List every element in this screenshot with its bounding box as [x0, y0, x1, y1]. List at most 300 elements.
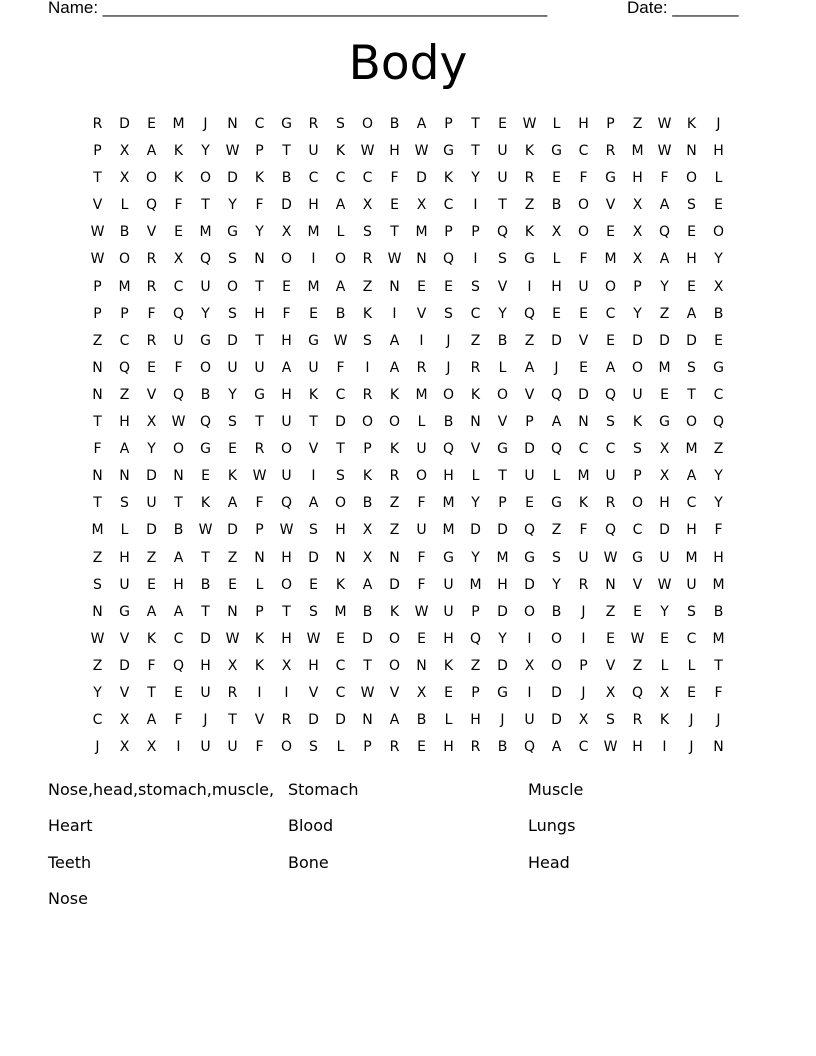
- grid-letter: E: [579, 359, 588, 376]
- word-bank-row: [48, 778, 768, 814]
- grid-letter: Q: [712, 414, 725, 431]
- grid-letter: H: [551, 278, 562, 295]
- grid-letter: C: [335, 657, 346, 674]
- grid-letter: A: [389, 332, 400, 349]
- grid-letter: Q: [172, 386, 185, 403]
- grid-letter: S: [633, 441, 642, 458]
- grid-letter: X: [632, 224, 643, 241]
- grid-letter: Z: [362, 278, 373, 295]
- grid-letter: U: [659, 549, 670, 566]
- grid-letter: P: [255, 603, 264, 620]
- grid-letter: T: [201, 197, 210, 214]
- grid-letter: A: [686, 468, 697, 485]
- grid-letter: F: [255, 739, 264, 756]
- grid-letter: R: [227, 684, 238, 701]
- grid-letter: Y: [714, 251, 723, 268]
- word-bank-item: Lungs: [528, 816, 576, 836]
- grid-letter: Q: [145, 197, 158, 214]
- grid-letter: S: [606, 712, 615, 729]
- grid-letter: H: [713, 143, 724, 160]
- grid-letter: V: [119, 630, 130, 647]
- grid-letter: O: [442, 386, 455, 403]
- grid-letter: U: [416, 522, 427, 539]
- grid-letter: H: [281, 386, 292, 403]
- grid-letter: R: [146, 251, 157, 268]
- grid-letter: Y: [147, 441, 156, 458]
- grid-letter: O: [523, 603, 536, 620]
- grid-letter: C: [254, 116, 265, 132]
- grid-letter: F: [579, 170, 588, 187]
- grid-letter: M: [415, 386, 428, 403]
- grid-letter: S: [309, 603, 318, 620]
- grid-letter: C: [173, 278, 184, 295]
- grid-letter: A: [605, 359, 616, 376]
- grid-letter: W: [603, 549, 618, 566]
- grid-letter: Z: [92, 332, 103, 349]
- word-bank-item: Teeth: [48, 852, 92, 872]
- grid-letter: Q: [523, 739, 536, 756]
- grid-letter: Y: [633, 305, 642, 322]
- grid-letter: O: [631, 495, 644, 512]
- grid-letter: V: [119, 684, 130, 701]
- grid-letter: H: [632, 739, 643, 756]
- grid-letter: C: [632, 522, 643, 539]
- grid-letter: J: [716, 712, 721, 729]
- grid-letter: D: [335, 414, 346, 431]
- grid-letter: Z: [632, 657, 643, 674]
- grid-letter: H: [308, 657, 319, 674]
- grid-letter: G: [443, 549, 454, 566]
- grid-letter: Q: [442, 441, 455, 458]
- grid-letter: Z: [389, 495, 400, 512]
- grid-letter: U: [281, 414, 292, 431]
- grid-letter: U: [443, 603, 454, 620]
- grid-row: [84, 490, 732, 517]
- grid-letter: H: [632, 170, 643, 187]
- grid-letter: U: [524, 712, 535, 729]
- grid-letter: M: [604, 251, 617, 268]
- grid-letter: E: [525, 495, 534, 512]
- grid-letter: M: [91, 522, 104, 539]
- grid-letter: K: [470, 386, 481, 403]
- grid-letter: A: [389, 712, 400, 729]
- grid-letter: Z: [146, 549, 157, 566]
- grid-letter: M: [712, 576, 725, 593]
- grid-letter: C: [686, 630, 697, 647]
- grid-letter: Q: [550, 441, 563, 458]
- grid-letter: P: [525, 414, 534, 431]
- grid-letter: T: [687, 386, 696, 403]
- grid-letter: C: [605, 305, 616, 322]
- grid-letter: G: [632, 549, 643, 566]
- grid-letter: W: [414, 603, 429, 620]
- grid-letter: S: [309, 739, 318, 756]
- grid-letter: M: [442, 522, 455, 539]
- grid-letter: O: [604, 278, 617, 295]
- grid-letter: N: [227, 116, 238, 132]
- grid-letter: U: [524, 468, 535, 485]
- grid-letter: A: [335, 278, 346, 295]
- grid-letter: A: [416, 116, 427, 132]
- grid-letter: X: [146, 414, 157, 431]
- grid-letter: F: [417, 549, 426, 566]
- grid-letter: F: [174, 359, 183, 376]
- grid-letter: C: [335, 170, 346, 187]
- grid-letter: L: [660, 657, 669, 674]
- grid-letter: L: [471, 468, 480, 485]
- grid-letter: E: [174, 684, 183, 701]
- grid-letter: B: [200, 386, 211, 403]
- grid-letter: Q: [442, 251, 455, 268]
- grid-letter: W: [360, 684, 375, 701]
- grid-letter: M: [307, 278, 320, 295]
- grid-letter: Z: [524, 197, 535, 214]
- grid-letter: S: [228, 414, 237, 431]
- grid-letter: Z: [551, 522, 562, 539]
- grid-letter: W: [90, 251, 105, 268]
- grid-letter: O: [388, 414, 401, 431]
- grid-letter: N: [470, 414, 481, 431]
- grid-letter: D: [362, 630, 373, 647]
- grid-letter: W: [657, 116, 672, 132]
- grid-letter: U: [605, 468, 616, 485]
- grid-letter: D: [416, 170, 427, 187]
- grid-letter: I: [473, 251, 478, 268]
- word-bank-row: [48, 814, 768, 850]
- grid-letter: J: [689, 739, 694, 756]
- grid-letter: W: [333, 332, 348, 349]
- grid-letter: V: [389, 684, 400, 701]
- grid-letter: L: [552, 468, 561, 485]
- grid-letter: A: [551, 739, 562, 756]
- grid-letter: T: [471, 143, 480, 160]
- grid-letter: B: [335, 305, 346, 322]
- grid-row: [84, 355, 732, 382]
- grid-letter: H: [281, 332, 292, 349]
- grid-row: [84, 599, 732, 626]
- grid-letter: K: [443, 170, 454, 187]
- grid-letter: P: [120, 305, 129, 322]
- grid-letter: K: [362, 468, 373, 485]
- grid-letter: V: [146, 386, 157, 403]
- grid-letter: K: [524, 143, 535, 160]
- grid-letter: M: [415, 224, 428, 241]
- grid-letter: H: [686, 522, 697, 539]
- grid-letter: O: [199, 170, 212, 187]
- grid-letter: D: [281, 197, 292, 214]
- grid-letter: S: [309, 522, 318, 539]
- grid-letter: T: [147, 684, 156, 701]
- grid-letter: Y: [201, 143, 210, 160]
- grid-letter: O: [577, 224, 590, 241]
- grid-letter: Z: [119, 386, 130, 403]
- grid-letter: S: [687, 197, 696, 214]
- grid-letter: J: [203, 116, 208, 132]
- grid-letter: A: [524, 359, 535, 376]
- grid-letter: G: [200, 441, 211, 458]
- grid-letter: I: [311, 468, 316, 485]
- grid-letter: R: [470, 359, 481, 376]
- grid-letter: H: [254, 305, 265, 322]
- grid-letter: Y: [714, 495, 723, 512]
- grid-letter: B: [497, 739, 508, 756]
- grid-letter: X: [659, 441, 670, 458]
- grid-letter: K: [389, 386, 400, 403]
- grid-letter: R: [389, 739, 400, 756]
- grid-letter: P: [579, 657, 588, 674]
- grid-letter: W: [198, 522, 213, 539]
- grid-letter: E: [687, 684, 696, 701]
- grid-letter: A: [659, 251, 670, 268]
- grid-letter: E: [633, 603, 642, 620]
- grid-letter: P: [444, 116, 453, 132]
- grid-letter: Y: [93, 684, 102, 701]
- grid-letter: E: [687, 224, 696, 241]
- grid-letter: A: [173, 549, 184, 566]
- grid-letter: T: [93, 414, 102, 431]
- grid-letter: A: [173, 603, 184, 620]
- grid-letter: Q: [199, 251, 212, 268]
- grid-letter: X: [362, 522, 373, 539]
- grid-row: [84, 382, 732, 409]
- grid-letter: O: [631, 359, 644, 376]
- grid-letter: N: [713, 739, 724, 756]
- grid-letter: A: [389, 359, 400, 376]
- grid-letter: B: [173, 522, 184, 539]
- grid-row: [84, 653, 732, 680]
- grid-letter: S: [336, 116, 345, 132]
- grid-letter: U: [254, 359, 265, 376]
- grid-letter: N: [254, 251, 265, 268]
- grid-letter: M: [577, 468, 590, 485]
- grid-letter: V: [497, 278, 508, 295]
- grid-row: [84, 680, 732, 707]
- grid-letter: P: [471, 224, 480, 241]
- grid-letter: K: [335, 143, 346, 160]
- grid-letter: H: [119, 549, 130, 566]
- grid-letter: V: [605, 657, 616, 674]
- grid-letter: V: [146, 224, 157, 241]
- grid-letter: C: [119, 332, 130, 349]
- grid-letter: N: [92, 359, 103, 376]
- grid-letter: K: [578, 495, 589, 512]
- grid-letter: D: [551, 684, 562, 701]
- grid-letter: T: [309, 414, 318, 431]
- grid-letter: D: [551, 332, 562, 349]
- grid-letter: J: [446, 332, 451, 349]
- grid-letter: W: [522, 116, 537, 132]
- grid-letter: C: [308, 170, 319, 187]
- grid-letter: U: [308, 143, 319, 160]
- grid-letter: P: [93, 143, 102, 160]
- grid-letter: S: [687, 603, 696, 620]
- grid-letter: C: [173, 630, 184, 647]
- grid-letter: E: [309, 576, 318, 593]
- grid-letter: O: [685, 170, 698, 187]
- grid-letter: D: [578, 386, 589, 403]
- grid-letter: E: [174, 224, 183, 241]
- grid-letter: C: [443, 197, 454, 214]
- grid-letter: F: [714, 684, 723, 701]
- grid-letter: O: [388, 657, 401, 674]
- word-bank-item: Nose,head,stomach,muscle,: [48, 780, 275, 799]
- grid-letter: G: [497, 684, 508, 701]
- grid-letter: S: [363, 332, 372, 349]
- grid-letter: M: [496, 549, 509, 566]
- grid-letter: F: [147, 657, 156, 674]
- grid-letter: A: [659, 197, 670, 214]
- grid-letter: H: [497, 576, 508, 593]
- grid-letter: R: [605, 143, 616, 160]
- grid-letter: A: [308, 495, 319, 512]
- grid-letter: Z: [92, 549, 103, 566]
- grid-letter: B: [389, 116, 400, 132]
- grid-letter: B: [281, 170, 292, 187]
- grid-letter: A: [686, 305, 697, 322]
- grid-letter: Q: [658, 224, 671, 241]
- grid-letter: W: [90, 224, 105, 241]
- grid-letter: B: [551, 603, 562, 620]
- grid-letter: F: [714, 522, 723, 539]
- grid-letter: D: [632, 332, 643, 349]
- word-search-grid: [84, 111, 732, 761]
- grid-letter: Y: [201, 305, 210, 322]
- grid-letter: U: [308, 359, 319, 376]
- grid-letter: L: [336, 739, 345, 756]
- grid-letter: E: [147, 576, 156, 593]
- grid-letter: P: [255, 522, 264, 539]
- grid-letter: S: [498, 251, 507, 268]
- grid-letter: G: [281, 116, 292, 132]
- grid-letter: I: [527, 630, 532, 647]
- grid-letter: X: [659, 468, 670, 485]
- grid-letter: F: [336, 359, 345, 376]
- grid-letter: D: [119, 657, 130, 674]
- grid-letter: U: [578, 278, 589, 295]
- grid-letter: U: [119, 576, 130, 593]
- grid-letter: T: [255, 414, 264, 431]
- grid-letter: E: [417, 739, 426, 756]
- grid-row: [84, 111, 732, 138]
- grid-letter: I: [365, 359, 370, 376]
- grid-letter: W: [252, 468, 267, 485]
- grid-letter: O: [496, 386, 509, 403]
- grid-letter: R: [416, 359, 427, 376]
- grid-letter: C: [362, 170, 373, 187]
- grid-letter: B: [362, 603, 373, 620]
- grid-letter: M: [307, 224, 320, 241]
- grid-letter: K: [443, 657, 454, 674]
- grid-letter: M: [118, 278, 131, 295]
- grid-letter: I: [176, 739, 181, 756]
- grid-letter: E: [228, 576, 237, 593]
- grid-letter: S: [471, 278, 480, 295]
- grid-letter: D: [146, 522, 157, 539]
- grid-letter: Q: [199, 414, 212, 431]
- grid-letter: O: [226, 278, 239, 295]
- grid-letter: U: [227, 359, 238, 376]
- grid-letter: H: [443, 739, 454, 756]
- grid-letter: C: [686, 495, 697, 512]
- grid-letter: R: [605, 495, 616, 512]
- grid-letter: H: [389, 143, 400, 160]
- grid-letter: T: [282, 143, 291, 160]
- grid-letter: H: [335, 522, 346, 539]
- grid-letter: E: [552, 170, 561, 187]
- grid-letter: R: [92, 116, 103, 132]
- grid-letter: Z: [632, 116, 643, 132]
- grid-letter: D: [659, 522, 670, 539]
- grid-letter: H: [686, 251, 697, 268]
- grid-letter: M: [469, 576, 482, 593]
- word-bank-item: Blood: [288, 816, 334, 836]
- grid-letter: O: [334, 495, 347, 512]
- grid-letter: L: [552, 116, 561, 132]
- grid-letter: G: [551, 495, 562, 512]
- grid-letter: D: [200, 630, 211, 647]
- grid-letter: Y: [228, 197, 237, 214]
- grid-letter: Z: [470, 657, 481, 674]
- grid-letter: E: [552, 305, 561, 322]
- grid-letter: H: [578, 116, 589, 132]
- grid-letter: T: [714, 657, 723, 674]
- grid-letter: D: [227, 332, 238, 349]
- name-field-label: Name: _______________________________________________: [48, 0, 548, 17]
- grid-letter: N: [92, 603, 103, 620]
- grid-letter: E: [417, 630, 426, 647]
- grid-letter: E: [498, 116, 507, 132]
- grid-letter: G: [524, 549, 535, 566]
- grid-letter: G: [254, 386, 265, 403]
- grid-letter: W: [225, 143, 240, 160]
- grid-letter: P: [255, 143, 264, 160]
- grid-letter: U: [200, 684, 211, 701]
- grid-letter: R: [470, 739, 481, 756]
- grid-letter: B: [713, 603, 724, 620]
- grid-letter: M: [199, 224, 212, 241]
- grid-letter: S: [552, 549, 561, 566]
- grid-letter: S: [336, 468, 345, 485]
- grid-letter: N: [173, 468, 184, 485]
- grid-letter: H: [200, 657, 211, 674]
- grid-letter: D: [470, 522, 481, 539]
- grid-letter: C: [578, 441, 589, 458]
- grid-letter: N: [362, 712, 373, 729]
- grid-letter: K: [335, 576, 346, 593]
- grid-letter: J: [500, 712, 505, 729]
- word-bank-row: [48, 887, 768, 923]
- grid-letter: S: [228, 251, 237, 268]
- grid-letter: Y: [498, 630, 507, 647]
- grid-letter: N: [389, 549, 400, 566]
- grid-letter: K: [173, 143, 184, 160]
- grid-letter: F: [579, 251, 588, 268]
- grid-letter: P: [363, 441, 372, 458]
- grid-letter: C: [335, 386, 346, 403]
- grid-letter: E: [660, 630, 669, 647]
- grid-letter: E: [228, 441, 237, 458]
- grid-letter: T: [201, 549, 210, 566]
- grid-letter: I: [419, 332, 424, 349]
- grid-letter: L: [498, 359, 507, 376]
- grid-letter: T: [471, 116, 480, 132]
- grid-row: [84, 545, 732, 572]
- grid-letter: B: [713, 305, 724, 322]
- grid-letter: X: [119, 739, 130, 756]
- grid-letter: B: [200, 576, 211, 593]
- grid-letter: M: [712, 630, 725, 647]
- grid-letter: U: [578, 549, 589, 566]
